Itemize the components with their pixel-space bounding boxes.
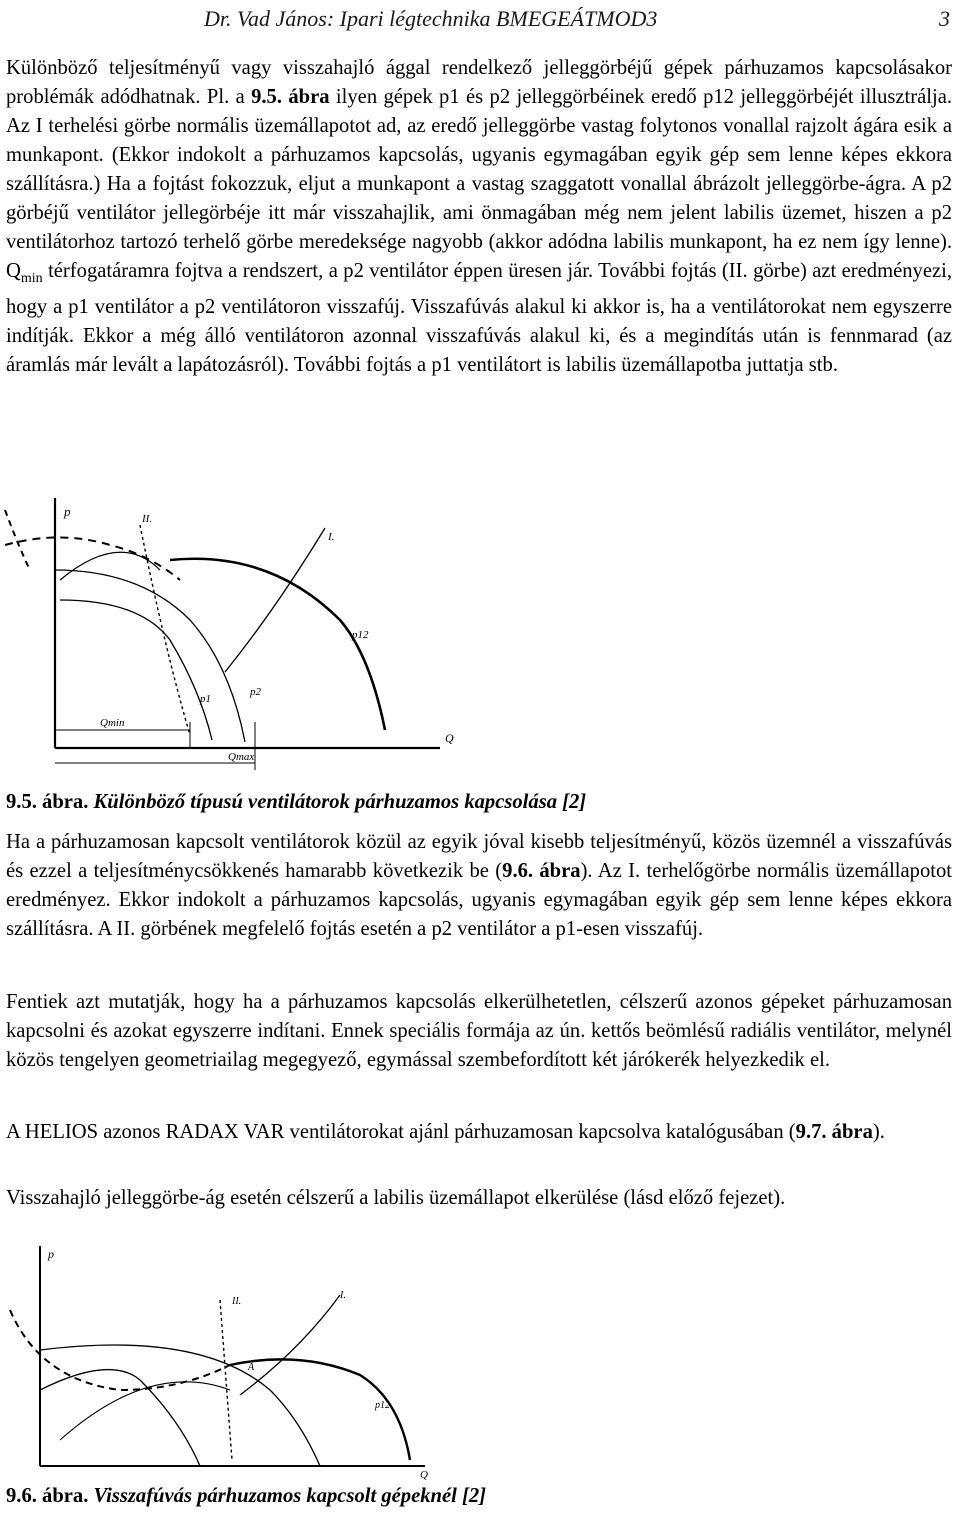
page-header xyxy=(0,4,960,34)
figure-9-5-caption xyxy=(6,788,586,817)
paragraph-1: Különböző teljesítményű vagy visszahajló ággal rendelkező jelleggörbéjű gépek párhuzamos kapcsolásakor problémák adódhatnak. Pl. a 9.5. ábra ilyen gépek p1 és p2 jelleggörbéinek eredő p12 jelleggörbéjét illusztrálja. Az I terhelési görbe normális üzemállapotot ad, az eredő jelleggörbe vastag folytonos vonallal rajzolt ágára esik a munkapont. (Ekkor indokolt a párhuzamos kapcsolás, ugyanis egymagában egyik gép sem lenne képes ekkora szállításra.) Ha a fojtást fokozzuk, eljut a munkapont a vastag szaggatott vonallal ábrázolt jelleggörbe-ágra. A p2 görbéjű ventilátor jellegörbéje itt már visszahajlik, ami önmagában még nem jelent labilis üzemet, hiszen a p2 ventilátorhoz tartozó terhelő görbe meredeksége nagyobb (akkor adódna labilis munkapont, ha ez nem így lenne). $Q_{min}$ térfogatáramra fojtva a rendszert, a p2 ventilátor éppen üresen jár. További fojtás (II. görbe) azt eredményezi, hogy a p1 ventilátor a p2 ventilátoron visszafúj. Visszafúvás alakul ki akkor is, ha a ventilátorokat nem egyszerre indítják. Ekkor a még álló ventilátoron azonnal visszafúvás alakul ki, és a megindítás után is fennmarad (az áramlás már levált a lapátozásról). További fojtás a p1 ventilátort is labilis üzemállapotba juttatja stb. xyxy=(6,57,952,377)
paragraph-2: Ha a párhuzamosan kapcsolt ventilátorok közül az egyik jóval kisebb teljesítményű, közös üzemnél a visszafúvás és ezzel a teljesítménycsökkenés hamarabb következik be (9.6. ábra). Az I. terhelőgörbe normális üzemállapotot eredményez. Ekkor indokolt a párhuzamos kapcsolás, ugyanis egymagában egyik gép sem lenne képes ekkora szállításra. A II. görbének megfelelő fojtás esetén a p2 ventilátor a p1-esen visszafúj. xyxy=(6,831,952,940)
figure-9-5 xyxy=(0,490,480,780)
page-number: 3 xyxy=(939,6,950,31)
figure-9-5-diagram xyxy=(0,490,480,780)
figure-9-6 xyxy=(0,1240,480,1480)
fig2-label-p12: p12 xyxy=(375,1400,390,1411)
figure-9-6-caption-text: Visszafúvás párhuzamos kapcsolt gépeknél [2] xyxy=(93,1485,486,1507)
header-title: Dr. Vad János: Ipari légtechnika BMEGEÁTMOD3 xyxy=(204,6,658,31)
fig1-label-Qmin: Qmin xyxy=(100,717,125,729)
fig1-label-p12: p12 xyxy=(352,629,369,641)
fig1-label-II: II. xyxy=(142,513,153,525)
figure-9-6-diagram xyxy=(0,1240,480,1480)
paragraph-3: Fentiek azt mutatják, hogy ha a párhuzamos kapcsolás elkerülhetetlen, célszerű azonos gépeket párhuzamosan kapcsolni és azokat egyszerre indítani. Ennek speciális formája az ún. kettős beömlésű radiális ventilátor, melynél közös tengelyen geometriailag megegyező, egymással szembefordított két járókerék helyezkedik el. xyxy=(6,991,952,1071)
paragraph-5: Visszahajló jelleggörbe-ág esetén célszerű a labilis üzemállapot elkerülése (lásd előző fejezet). xyxy=(6,1187,786,1209)
fig1-label-p1: p1 xyxy=(200,693,211,705)
fig1-label-p2: p2 xyxy=(250,686,261,698)
figure-9-6-caption-number: 9.6. ábra. xyxy=(6,1485,89,1507)
figure-9-6-caption xyxy=(6,1482,486,1511)
figure-9-5-caption-number: 9.5. ábra. xyxy=(6,791,89,813)
fig2-label-II: II. xyxy=(232,1296,242,1307)
fig2-label-I: I. xyxy=(340,1290,346,1301)
paragraph-4: A HELIOS azonos RADAX VAR ventilátorokat ajánl párhuzamosan kapcsolva katalógusában (9.7. ábra). xyxy=(6,1121,885,1143)
fig2-label-p: p xyxy=(48,1247,54,1261)
fig1-label-I: I. xyxy=(328,531,335,543)
fig1-label-Q: Q xyxy=(445,731,454,745)
fig1-label-Qmax: Qmax xyxy=(228,751,255,763)
fig2-label-A: A xyxy=(248,1362,255,1373)
fig1-label-p: p xyxy=(64,504,71,519)
figure-9-5-caption-text: Különböző típusú ventilátorok párhuzamos kapcsolása [2] xyxy=(93,791,587,813)
fig2-label-Q: Q xyxy=(420,1469,428,1480)
